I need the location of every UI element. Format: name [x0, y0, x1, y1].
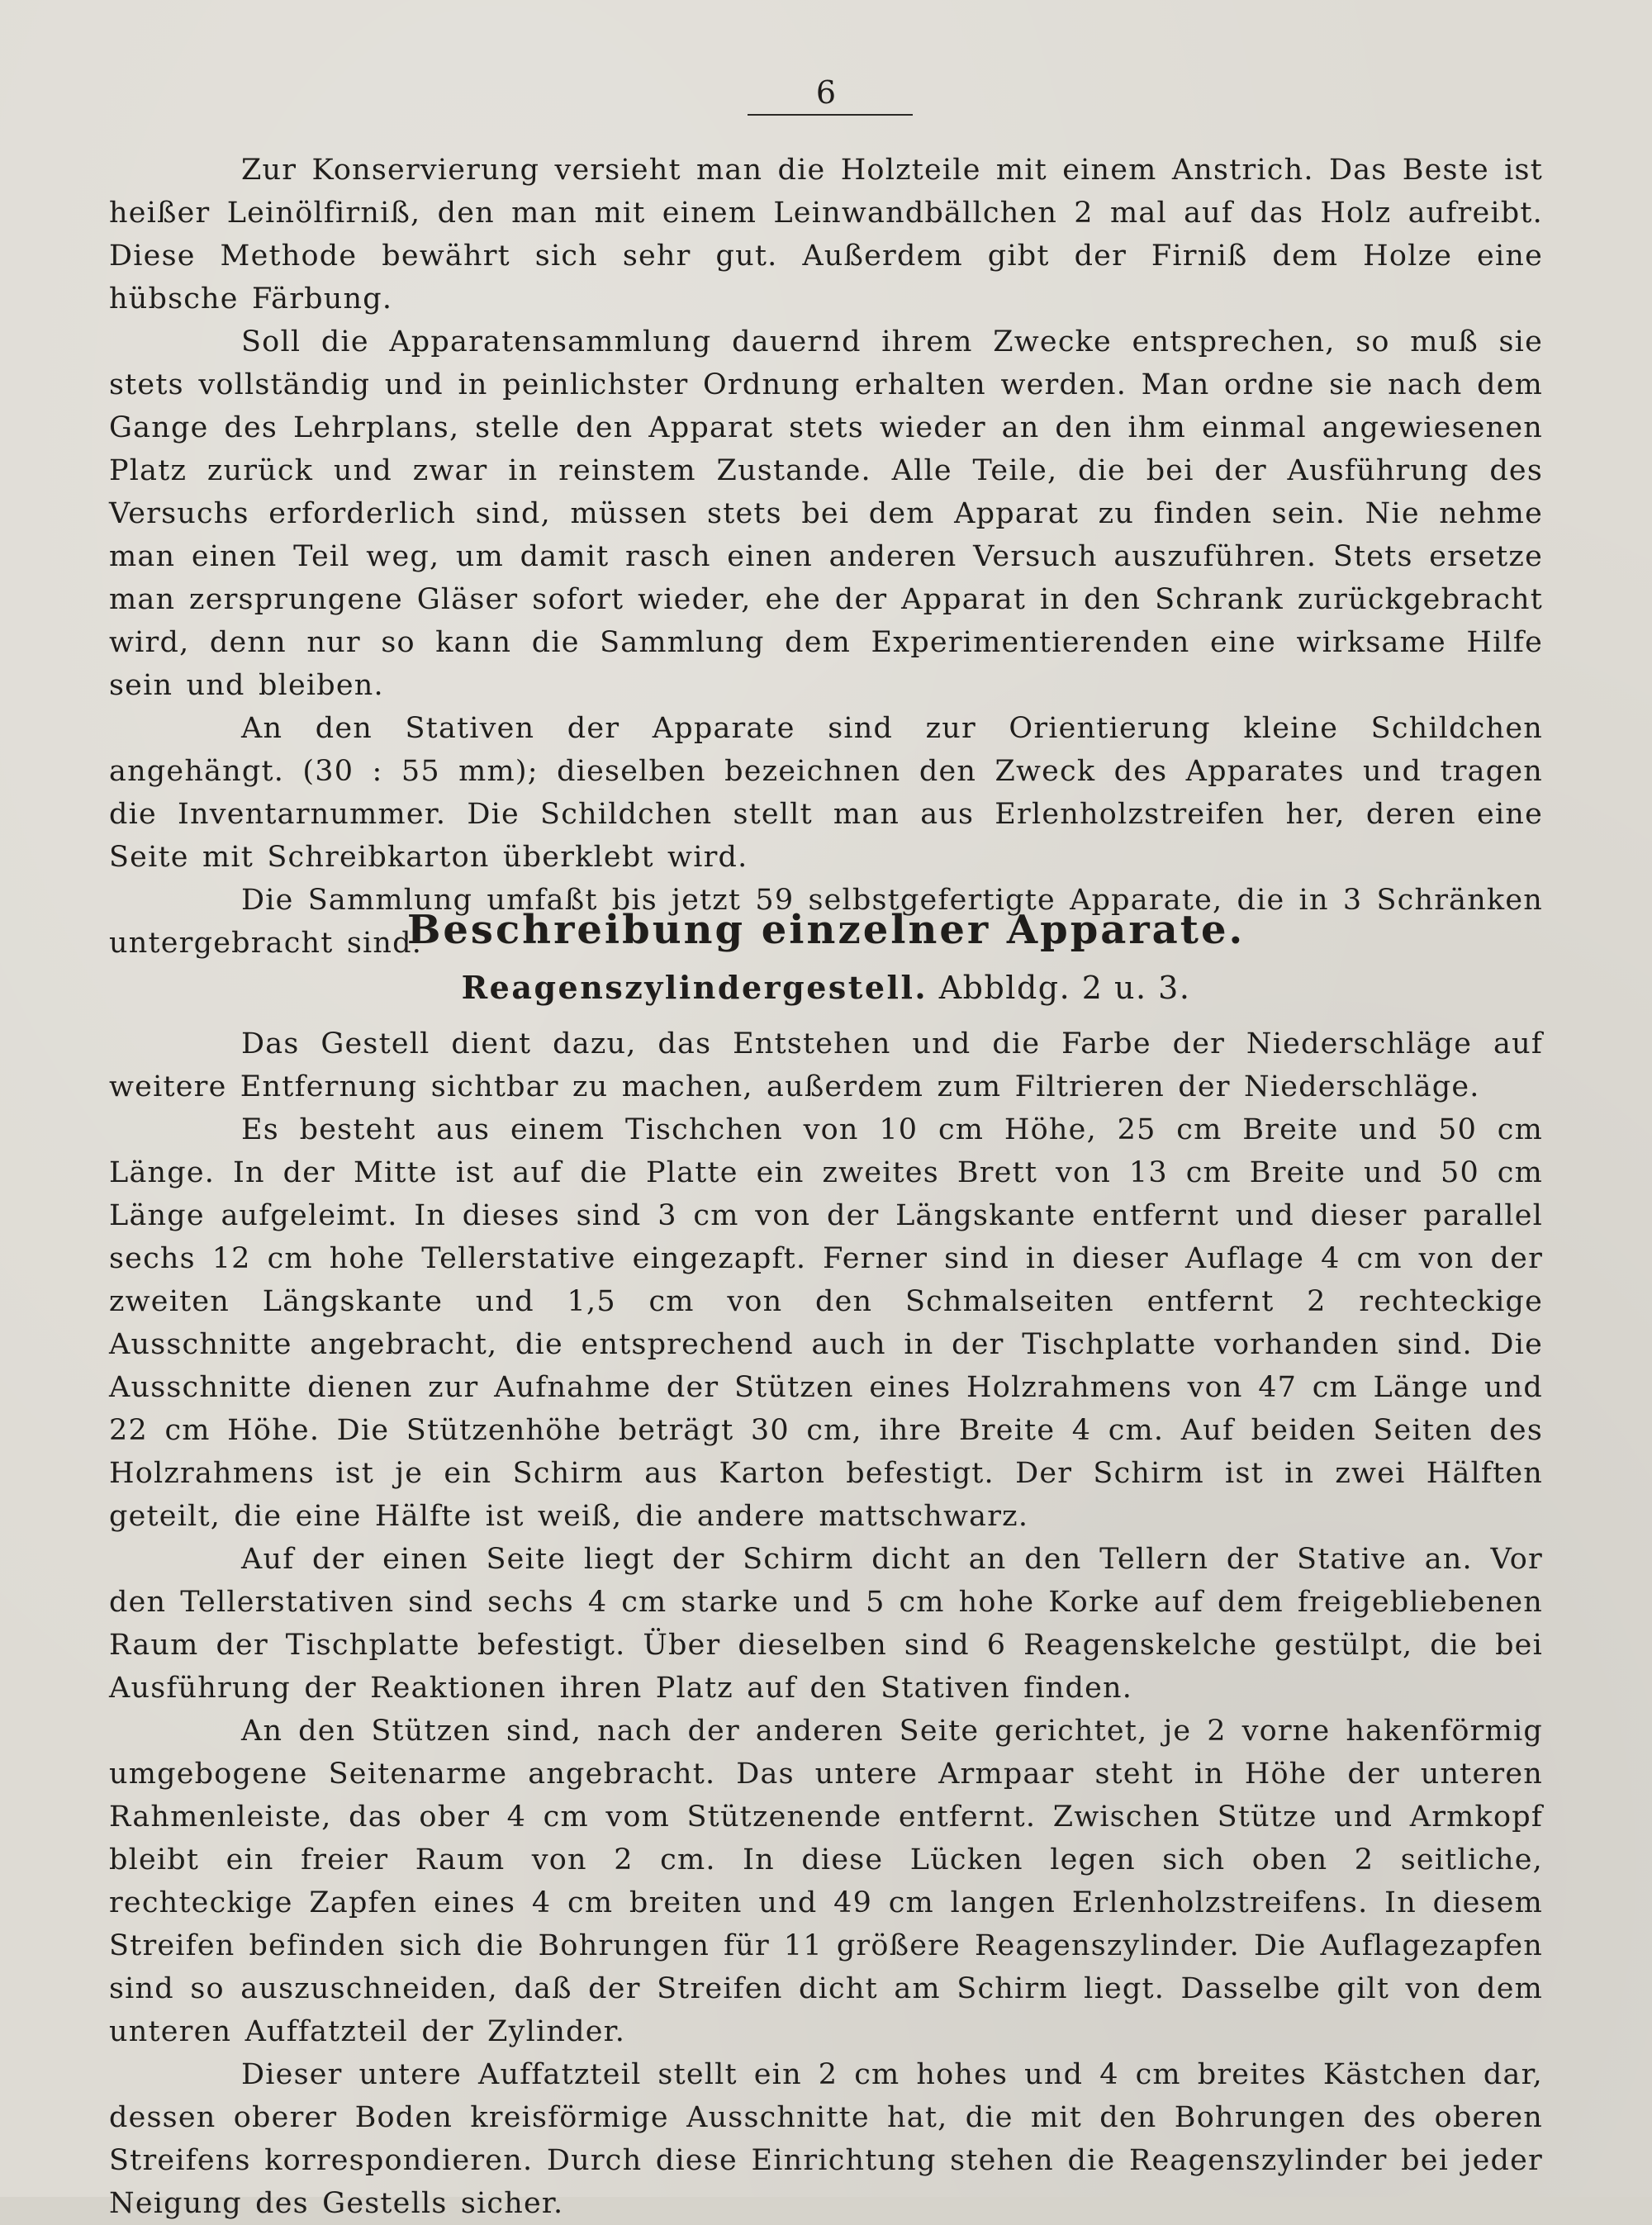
paragraph-lower-part: Dieser untere Auffatzteil stellt ein 2 cm hohes und 4 cm breites Kästchen dar, dessen oberer Boden kreisförmige Ausschnitte hat, die mit den Bohrungen des oberen Streifens korrespondieren. Durch diese Einrichtung stehen die Reagenszylinder bei jeder Neigung des Gestells sicher.: [109, 2058, 1543, 2220]
paragraph-side-arms: An den Stützen sind, nach der anderen Seite gerichtet, je 2 vorne hakenförmig umgebogene Seitenarme angebracht. Das untere Armpaar steht in Höhe der unteren Rahmenleiste, das ober 4 cm vom Stützenende entfernt. Zwischen Stütze und Armkopf bleibt ein freier Raum von 2 cm. In diese Lücken legen sich oben 2 seitliche, rechteckige Zapfen eines 4 cm breiten und 49 cm langen Erlenholzstreifens. In diesem Streifen befinden sich die Bohrungen für 11 größere Reagenszylinder. Die Auflagezapfen sind so auszuschneiden, daß der Streifen dicht am Schirm liegt. Dasselbe gilt von dem unteren Auffatzteil der Zylinder.: [109, 1715, 1543, 2048]
subheading-title: Reagenszylindergestell.: [461, 969, 928, 1006]
subheading: [0, 966, 1652, 1009]
paragraph-construction: Es besteht aus einem Tischchen von 10 cm Höhe, 25 cm Breite und 50 cm Länge. In der Mitte ist auf die Platte ein zweites Brett von 13 cm Breite und 50 cm Länge aufgeleimt. In dieses sind 3 cm von der Längskante entfernt und dieser parallel sechs 12 cm hohe Tellerstative eingezapft. Ferner sind in dieser Auflage 4 cm von der zweiten Längskante und 1,5 cm von den Schmalseiten entfernt 2 rechteckige Ausschnitte angebracht, die entsprechend auch in der Tischplatte vorhanden sind. Die Ausschnitte dienen zur Aufnahme der Stützen eines Holzrahmens von 47 cm Länge und 22 cm Höhe. Die Stützenhöhe beträgt 30 cm, ihre Breite 4 cm. Auf beiden Seiten des Holzrahmens ist je ein Schirm aus Karton befestigt. Der Schirm ist in zwei Hälften geteilt, die eine Hälfte ist weiß, die andere mattschwarz.: [109, 1113, 1543, 1533]
paragraph-labels: An den Stativen der Apparate sind zur Orientierung kleine Schildchen angehängt. (30 : 55 mm); dieselben bezeichnen den Zweck des Apparates und tragen die Inventarnummer. Die Schildchen stellt man aus Erlenholzstreifen her, deren eine Seite mit Schreibkarton überklebt wird.: [109, 712, 1543, 874]
figure-reference: Abbldg. 2 u. 3.: [938, 970, 1191, 1006]
paragraph-purpose: Das Gestell dient dazu, das Entstehen und die Farbe der Niederschläge auf weitere Entfernung sichtbar zu machen, außerdem zum Filtrieren der Niederschläge.: [109, 1027, 1543, 1103]
section-heading: Beschreibung einzelner Apparate.: [406, 907, 1246, 953]
paragraph-screen-side: Auf der einen Seite liegt der Schirm dicht an den Tellern der Stative an. Vor den Tellerstativen sind sechs 4 cm starke und 5 cm hohe Korke auf dem freigebliebenen Raum der Tischplatte befestigt. Über dieselben sind 6 Reagenskelche gestülpt, die bei Ausführung der Reaktionen ihren Platz auf den Stativen finden.: [109, 1543, 1543, 1705]
paragraph-collection-order: Soll die Apparatensammlung dauernd ihrem Zwecke entsprechen, so muß sie stets vollständig und in peinlichster Ordnung erhalten werden. Man ordne sie nach dem Gange des Lehrplans, stelle den Apparat stets wieder an den ihm einmal angewiesenen Platz zurück und zwar in reinstem Zustande. Alle Teile, die bei der Ausführung des Versuchs erforderlich sind, müssen stets bei dem Apparat zu finden sein. Nie nehme man einen Teil weg, um damit rasch einen anderen Versuch auszuführen. Stets ersetze man zersprungene Gläser sofort wieder, ehe der Apparat in den Schrank zurückgebracht wird, denn nur so kann die Sammlung dem Experimentierenden eine wirksame Hilfe sein und bleiben.: [109, 325, 1543, 702]
page-number: 6: [815, 74, 837, 111]
intro-text-block: [109, 149, 1543, 965]
header-rule: [748, 114, 913, 116]
paragraph-conservation: Zur Konservierung versieht man die Holzteile mit einem Anstrich. Das Beste ist heißer Leinölfirniß, den man mit einem Leinwandbällchen 2 mal auf das Holz aufreibt. Diese Methode bewährt sich sehr gut. Außerdem gibt der Firniß dem Holze eine hübsche Färbung.: [109, 154, 1543, 315]
paragraph-collection-size: Die Sammlung umfaßt bis jetzt 59 selbstgefertigte Apparate, die in 3 Schränken untergebracht sind.: [109, 884, 1543, 960]
section-text-block: [109, 1022, 1543, 2225]
